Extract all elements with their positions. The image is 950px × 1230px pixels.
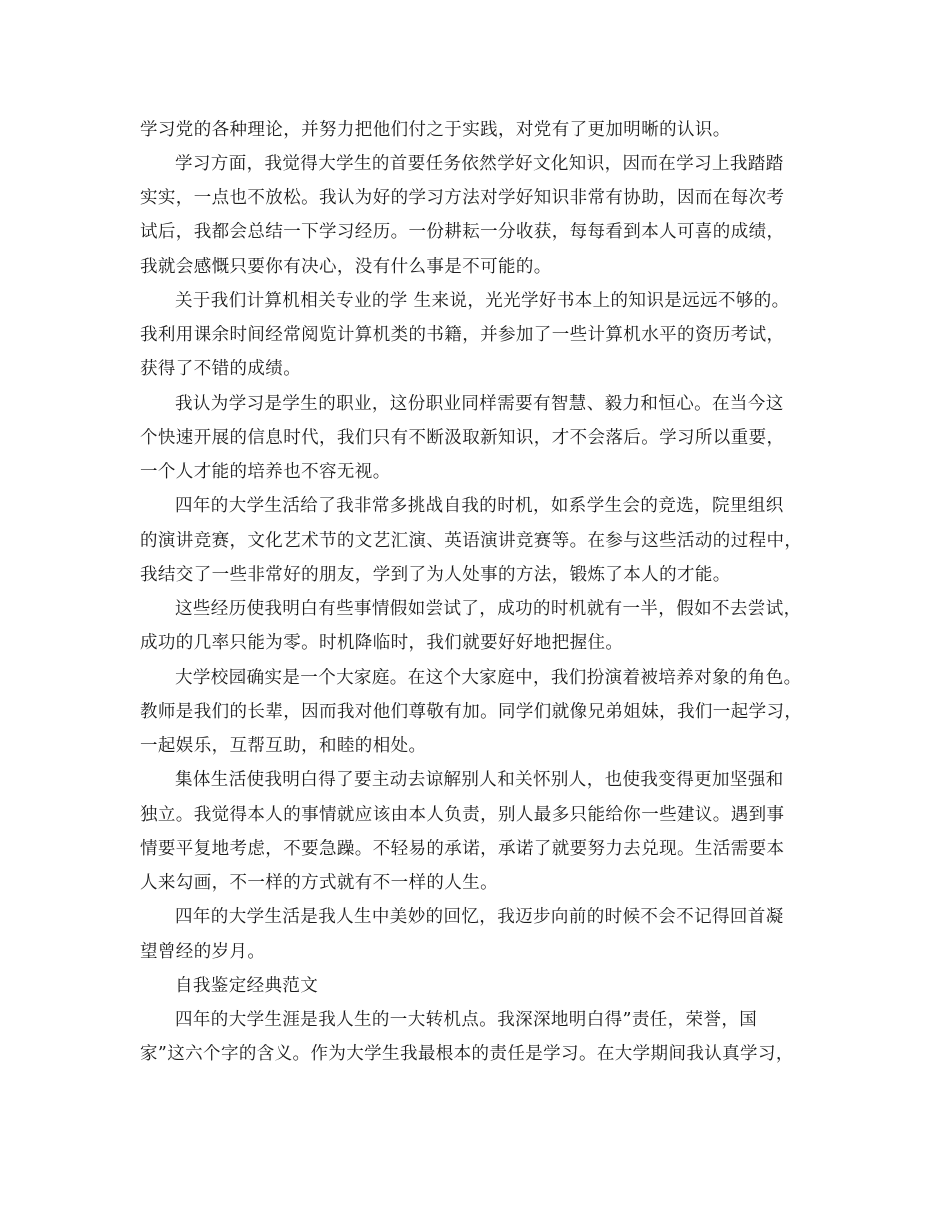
text-line: 获得了不错的成绩。: [140, 359, 302, 379]
text-line: 望曾经的岁月。: [140, 942, 266, 962]
text-line: 实实，一点也不放松。我认为好的学习方法对学好知识非常有协助，因而在每次考: [140, 188, 785, 208]
text-line: 试后，我都会总结一下学习经历。一份耕耘一分收获，每每看到本人可喜的成绩，: [140, 222, 785, 242]
section-heading: 自我鉴定经典范文: [175, 976, 319, 996]
text-line: 一起娱乐，互帮互助，和睦的相处。: [140, 736, 427, 756]
text-line: 我利用课余时间经常阅览计算机类的书籍，并参加了一些计算机水平的资历考试，: [140, 325, 785, 345]
text-line: 我就会感慨只要你有决心，没有什么事是不可能的。: [140, 257, 552, 277]
paragraph-start-line: 大学校园确实是一个大家庭。在这个大家庭中，我们扮演着被培养对象的角色。: [175, 668, 802, 688]
text-line: 独立。我觉得本人的事情就应该由本人负责，别人最多只能给你一些建议。遇到事: [140, 805, 785, 825]
text-line: 成功的几率只能为零。时机降临时，我们就要好好地把握住。: [140, 633, 624, 653]
text-line: 家”这六个字的含义。作为大学生我最根本的责任是学习。在大学期间我认真学习，: [140, 1044, 794, 1064]
text-line: 学习党的各种理论，并努力把他们付之于实践，对党有了更加明晰的认识。: [140, 120, 731, 140]
text-line: 我结交了一些非常好的朋友，学到了为人处事的方法，锻炼了本人的才能。: [140, 565, 731, 585]
text-line: 情要平复地考虑，不要急躁。不轻易的承诺，承诺了就要努力去兑现。生活需要本: [140, 839, 785, 859]
paragraph-start-line: 集体生活使我明白得了要主动去谅解别人和关怀别人，也使我变得更加坚强和: [175, 770, 784, 790]
paragraph-start-line: 四年的大学生活是我人生中美妙的回忆，我迈步向前的时候不会不记得回首凝: [175, 907, 784, 927]
paragraph-start-line: 四年的大学生活给了我非常多挑战自我的时机，如系学生会的竞选，院里组织: [175, 496, 784, 516]
paragraph-start-line: 这些经历使我明白有些事情假如尝试了，成功的时机就有一半，假如不去尝试，: [175, 599, 802, 619]
paragraph-start-line: 我认为学习是学生的职业，这份职业同样需要有智慧、毅力和恒心。在当今这: [175, 394, 784, 414]
text-line: 人来勾画，不一样的方式就有不一样的人生。: [140, 873, 498, 893]
text-line: 的演讲竞赛，文化艺术节的文艺汇演、英语演讲竞赛等。在参与这些活动的过程中，: [140, 531, 803, 551]
text-line: 教师是我们的长辈，因而我对他们尊敬有加。同学们就像兄弟姐妹，我们一起学习，: [140, 702, 803, 722]
text-line: 个快速开展的信息时代，我们只有不断汲取新知识，才不会落后。学习所以重要，: [140, 428, 785, 448]
paragraph-start-line: 四年的大学生涯是我人生的一大转机点。我深深地明白得”责任，荣誉，国: [175, 1010, 758, 1030]
text-line: 一个人才能的培养也不容无视。: [140, 462, 391, 482]
paragraph-start-line: 关于我们计算机相关专业的学 生来说，光光学好书本上的知识是远远不够的。: [175, 291, 790, 311]
paragraph-start-line: 学习方面，我觉得大学生的首要任务依然学好文化知识，因而在学习上我踏踏: [175, 154, 784, 174]
